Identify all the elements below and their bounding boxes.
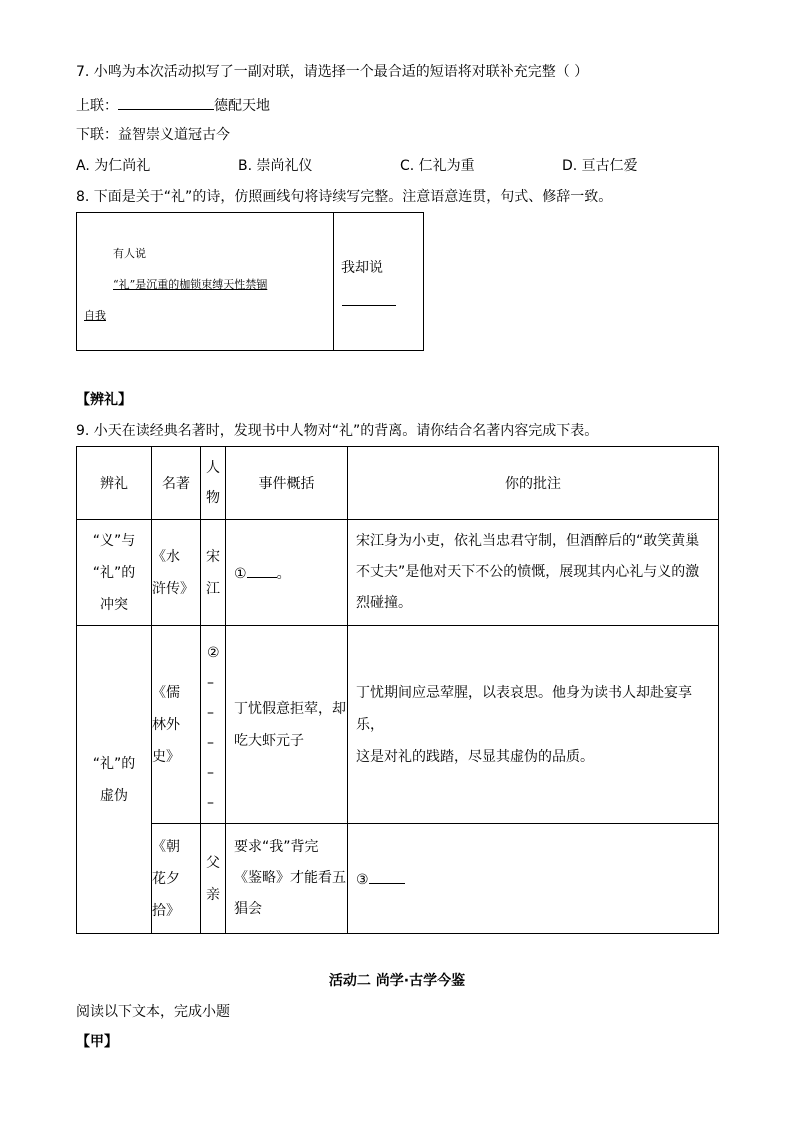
row1-person: 宋 江 [201, 520, 226, 626]
q8-right-line1: 我却说 [341, 260, 383, 276]
row3-person: 父 亲 [201, 824, 226, 934]
q8-divider [333, 213, 334, 350]
row2-person-blank[interactable]: – – – – – [207, 675, 214, 811]
jia-label: 【甲】 [76, 1034, 118, 1050]
row3-event: 要求“我”背完 《鉴略》才能看五 猖会 [226, 824, 348, 934]
row1-event-blank[interactable] [247, 563, 277, 578]
activity-title: 活动二 尚学·古学今鉴 [328, 973, 466, 989]
q8-left-line1: 有人说 [113, 247, 146, 260]
q7-upper-blank[interactable] [118, 95, 214, 110]
table-row [77, 626, 719, 824]
row3-book: 《朝 花夕 拾》 [152, 824, 201, 934]
read-instruction: 阅读以下文本，完成小题 [76, 1004, 230, 1020]
row2-person [201, 626, 226, 824]
header-event: 事件概括 [226, 447, 348, 520]
q9-table [76, 446, 719, 934]
header-book: 名著 [152, 447, 201, 520]
header-person: 人物 [201, 447, 226, 520]
q7-upper-label: 上联： [76, 98, 118, 114]
row3-note [348, 824, 719, 934]
q7-upper-couplet [76, 95, 270, 115]
row2-person-mark: ② [207, 645, 220, 661]
row3-note-mark: ③ [356, 872, 369, 888]
row2-event: 丁忧假意拒荤，却 吃大虾元子 [226, 626, 348, 824]
q7-option-b[interactable]: B. 崇尚礼仪 [238, 158, 313, 174]
header-note: 你的批注 [348, 447, 719, 520]
section-title-bianli: 【辨礼】 [76, 392, 132, 408]
q8-left-line3: 自我 [84, 309, 106, 322]
row1-event: ① 。 [226, 520, 348, 626]
q8-poem-table [76, 212, 424, 351]
q7-option-d[interactable]: D. 亘古仁爱 [562, 158, 638, 174]
table-row [77, 824, 719, 934]
row1-book: 《水 浒传》 [152, 520, 201, 626]
row1-note: 宋江身为小吏，依礼当忠君守制，但酒醉后的“敢笑黄巢 不丈夫”是他对天下不公的愤慨，展现其内心礼与义的激 烈碰撞。 [348, 520, 719, 626]
q7-option-a[interactable]: A. 为仁尚礼 [76, 158, 151, 174]
q7-option-c[interactable]: C. 仁礼为重 [400, 158, 475, 174]
q8-answer-blank[interactable] [342, 291, 396, 306]
q8-underlined-line: “礼”是沉重的枷锁束缚天性禁锢 [113, 278, 268, 291]
q7-stem: 7. 小鸣为本次活动拟写了一副对联，请选择一个最合适的短语将对联补充完整（ ） [76, 64, 589, 80]
row3-note-blank[interactable] [369, 869, 405, 884]
table-row [77, 520, 719, 626]
row2-book: 《儒 林外 史》 [152, 626, 201, 824]
row1-category: “义”与 “礼”的 冲突 [77, 520, 152, 626]
row1-event-mark: ① [234, 565, 247, 582]
q9-stem: 9. 小天在读经典名著时，发现书中人物对“礼”的背离。请你结合名著内容完成下表。 [76, 423, 599, 439]
q7-upper-suffix: 德配天地 [214, 98, 270, 114]
row2-note: 丁忧期间应忌荤腥，以表哀思。他身为读书人却赴宴享乐， 这是对礼的践踏，尽显其虚伪的品质。 [348, 626, 719, 824]
table-header-row [77, 447, 719, 520]
row2-category: “礼”的 虚伪 [77, 626, 152, 934]
header-bianli: 辨礼 [77, 447, 152, 520]
q7-lower-couplet: 下联：益智崇义道冠古今 [76, 127, 230, 143]
q8-stem: 8. 下面是关于“礼”的诗，仿照画线句将诗续写完整。注意语意连贯，句式、修辞一致。 [76, 189, 613, 205]
